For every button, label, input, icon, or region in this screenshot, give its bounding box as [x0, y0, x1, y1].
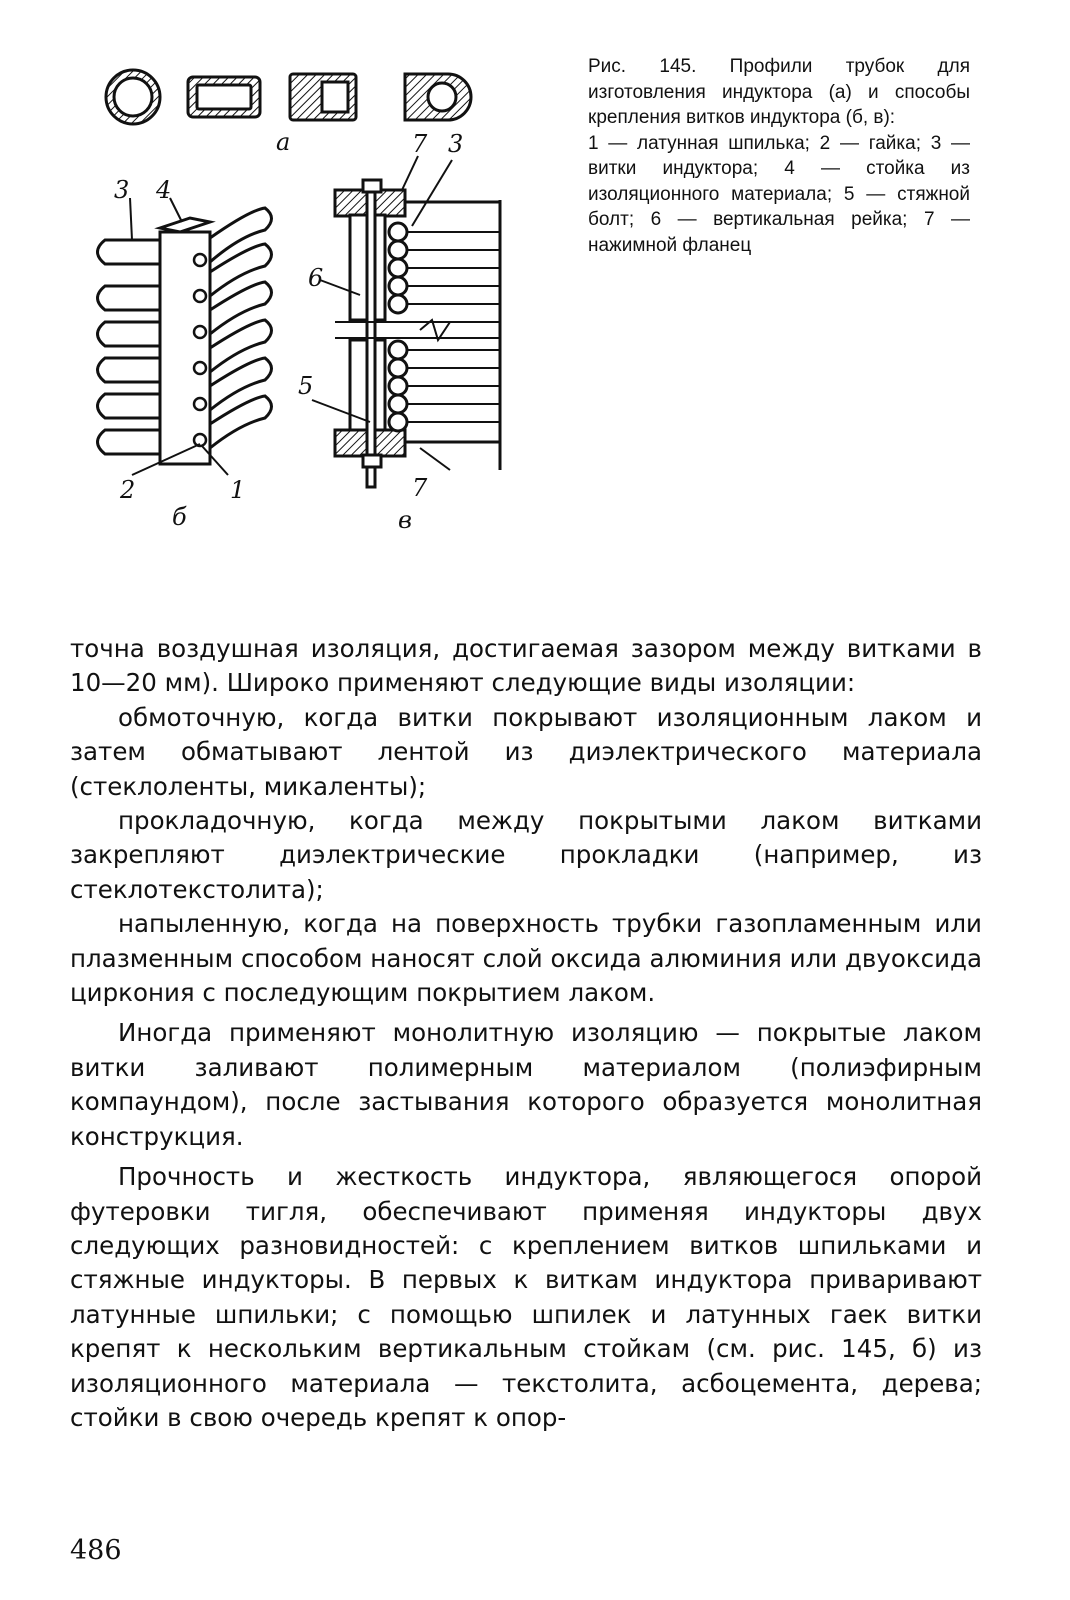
paragraph-winding-insulation: обмоточную, когда витки покрывают изоляционным лаком и затем обматывают лентой из диэлектрического материала (стеклоленты, микаленты);: [70, 702, 982, 801]
tube-profiles: [106, 70, 471, 124]
figure-caption: [588, 54, 970, 258]
label-a: а: [276, 128, 291, 156]
clamped-inductor-section: [312, 156, 500, 487]
label-5: 5: [298, 372, 314, 400]
figure-drawing: [60, 50, 540, 570]
label-7-top: 7: [412, 130, 428, 158]
label-7-bottom: 7: [412, 474, 428, 502]
label-2: 2: [120, 476, 136, 504]
rect-tube-profile-icon: [188, 77, 260, 117]
caption-title: Рис. 145. Профили трубок для изготовления индуктора (а) и способы крепления витков индуктора (б, в):: [588, 56, 970, 128]
label-3-v: 3: [448, 130, 464, 158]
label-6: 6: [308, 264, 324, 292]
coil-turn-sections: [389, 223, 407, 431]
paragraph-inductor-strength: Прочность и жесткость индуктора, являющегося опорой футеровки тигля, обеспечивают применяя индукторы двух следующих разновидностей: с креплением витков шпильками и стяжные индукторы. В первых к виткам индуктора приваривают латунные шпильки; с помощью шпилек и латунных гаек витки крепят к нескольким вертикальным стойкам (см. рис. 145, б) из изоляционного материала — текстолита, асбоцемента, дерева; стойки в свою очередь крепят к опор-: [70, 1162, 982, 1432]
label-b: б: [172, 503, 187, 531]
label-3-b: 3: [114, 176, 130, 204]
caption-legend: 1 — латунная шпилька; 2 — гайка; 3 — витки индуктора; 4 — стойка из изоляционного материала; 5 — стяжной болт; 6 — вертикальная рейка; 7 — нажимной фланец: [588, 132, 970, 256]
label-4: 4: [156, 176, 172, 204]
paragraph-continuation: точна воздушная изоляция, достигаемая зазором между витками в 10—20 мм). Широко применяют следующие виды изоляции:: [70, 634, 982, 698]
body-text: [70, 632, 982, 1435]
coil-post-assembly: [98, 198, 272, 475]
oval-tube-profile-icon: [405, 74, 471, 120]
figure-145: [60, 50, 540, 570]
round-tube-profile-icon: [106, 70, 160, 124]
paragraph-sprayed-insulation: напыленную, когда на поверхность трубки газопламенным или плазменным способом наносят слой оксида алюминия или двуоксида циркония с последующим покрытием лаком.: [70, 909, 982, 1008]
page-number: 486: [70, 1535, 122, 1566]
label-1: 1: [230, 476, 246, 504]
paragraph-spacer-insulation: прокладочную, когда между покрытыми лаком витками закрепляют диэлектрические прокладки (например, из стеклотекстолита);: [70, 806, 982, 904]
label-v: в: [398, 506, 412, 534]
paragraph-monolithic-insulation: Иногда применяют монолитную изоляцию — покрытые лаком витки заливают полимерным материалом (полиэфирным компаундом), после застывания которого образуется монолитная конструкция.: [70, 1018, 982, 1151]
square-tube-profile-icon: [290, 74, 356, 120]
